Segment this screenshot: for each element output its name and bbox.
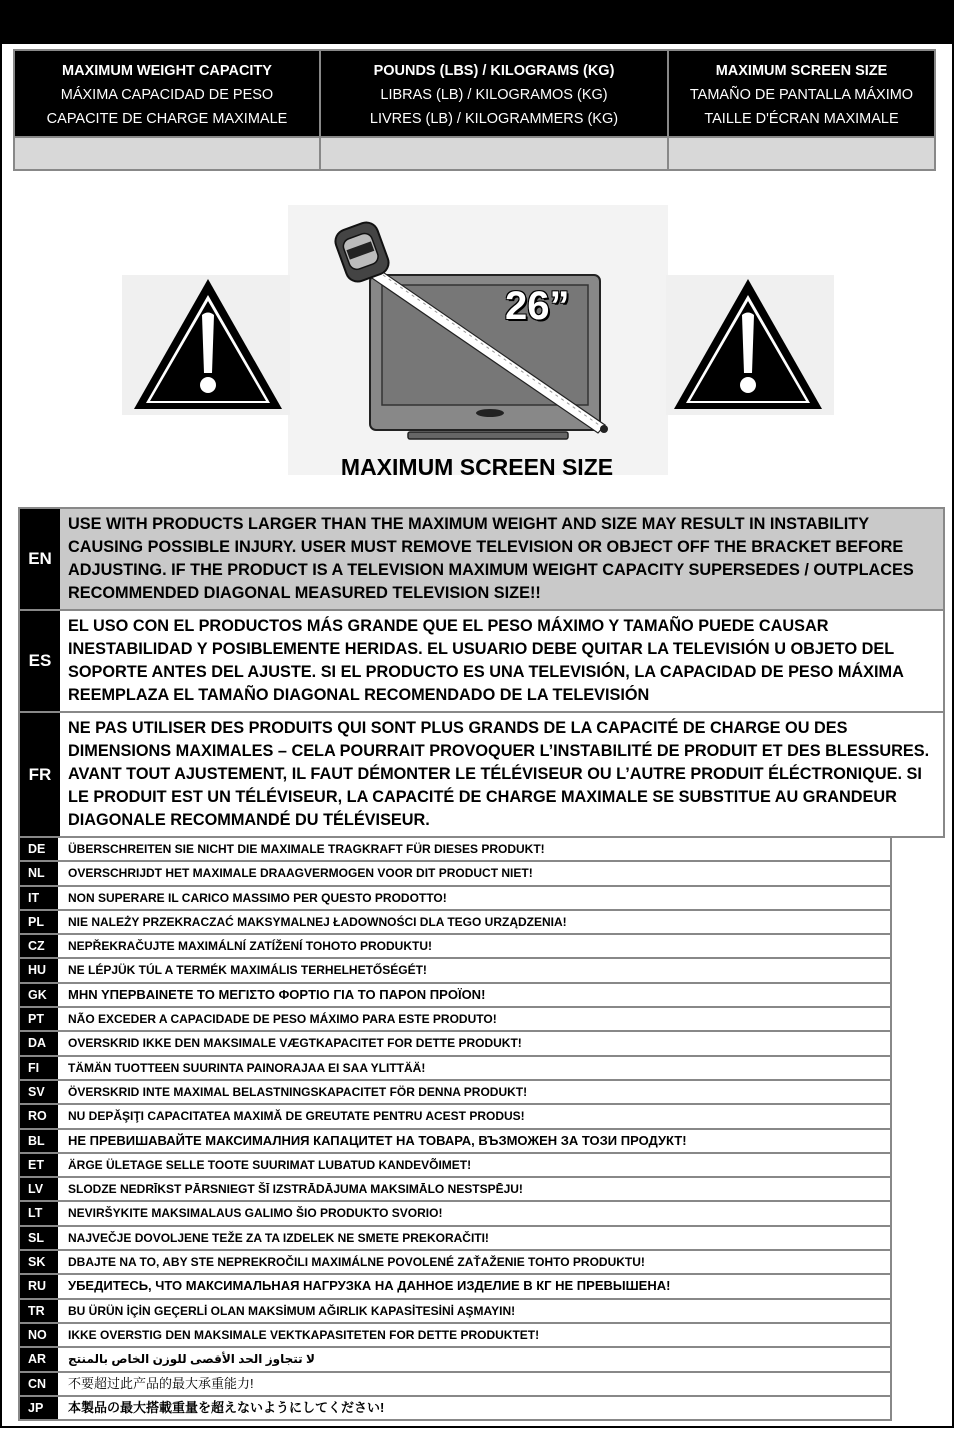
warning-text: NE LÉPJÜK TÚL A TERMÉK MAXIMÁLIS TERHELHETŐSÉGÉT! <box>68 963 427 978</box>
language-code: PT <box>20 1008 58 1030</box>
language-code: IT <box>20 887 58 909</box>
table-row <box>20 911 890 935</box>
table-row <box>20 1032 890 1056</box>
table-row <box>20 862 890 886</box>
warning-text: 不要超过此产品的最大承重能力! <box>68 1375 254 1391</box>
warning-text: BU ÜRÜN İÇİN GEÇERLİ OLAN MAKSİMUM AĞIRLIK KAPASİTESİNİ AŞMAYIN! <box>68 1303 516 1318</box>
warning-text: ÄRGE ÜLETAGE SELLE TOOTE SUURIMAT LUBATUD KANDEVÕIMET! <box>68 1157 472 1172</box>
language-code: SK <box>20 1251 58 1273</box>
warning-text: NEVIRŠYKITE MAKSIMALAUS GALIMO ŠIO PRODUKTO SVORIO! <box>68 1206 443 1221</box>
table-row <box>20 959 890 983</box>
table-row <box>20 1373 890 1397</box>
language-code: CZ <box>20 935 58 957</box>
warning-text: NAJVEČJE DOVOLJENE TEŽE ZA TA IZDELEK NE SMETE PREKORAČITI! <box>68 1230 489 1245</box>
table-row <box>20 1251 890 1275</box>
spec-title: MAXIMUM SCREEN SIZE <box>715 63 888 79</box>
language-code: ET <box>20 1154 58 1176</box>
language-code: JP <box>20 1397 58 1419</box>
spec-table <box>13 49 936 171</box>
language-code: BL <box>20 1130 58 1152</box>
table-row <box>20 1300 890 1324</box>
language-code: PL <box>20 911 58 933</box>
spec-header-units <box>321 51 667 136</box>
table-row <box>20 1275 890 1299</box>
spec-title: MAXIMUM WEIGHT CAPACITY <box>62 63 272 79</box>
warning-text: 本製品の最大搭載重量を超えないようにしてください! <box>68 1399 385 1415</box>
table-row <box>20 1397 890 1421</box>
warning-text: لا تتجاوز الحد الأقصى للوزن الخاص بالمنتج <box>68 1352 315 1367</box>
spec-value-units <box>321 136 667 169</box>
warning-text: ÜBERSCHREITEN SIE NICHT DIE MAXIMALE TRAGKRAFT FÜR DIESES PRODUKT! <box>68 842 545 856</box>
table-row <box>20 1008 890 1032</box>
warning-row-es <box>20 609 943 711</box>
screen-size-label: 26” <box>505 284 570 328</box>
warning-text: ΜΗΝ ΥΠΕΡΒΑΙΝΕΤΕ ΤΟ ΜΕΓΙΣΤΟ ΦΟΡΤΙΟ ΓΙΑ ΤΟ ΠΑΡΟΝ ΠΡΟΪΟΝ! <box>68 986 486 1002</box>
warning-triangle-icon <box>122 275 290 415</box>
warning-text: OVERSKRID IKKE DEN MAKSIMALE VÆGTKAPACITET FOR DETTE PRODUKT! <box>68 1036 522 1051</box>
table-row <box>20 1081 890 1105</box>
table-row <box>20 1202 890 1226</box>
language-code: HU <box>20 959 58 981</box>
warning-text: TÄMÄN TUOTTEEN SUURINTA PAINORAJAA EI SAA YLITTÄÄ! <box>68 1060 426 1075</box>
warning-triangle-icon <box>666 275 834 415</box>
warning-text: УБЕДИТЕСЬ, ЧТО МАКСИМАЛЬНАЯ НАГРУЗКА НА ДАННОЕ ИЗДЕЛИЕ В КГ НЕ ПРЕВЫШЕНА! <box>68 1278 671 1294</box>
warning-text: EL USO CON EL PRODUCTOS MÁS GRANDE QUE EL PESO MÁXIMO Y TAMAÑO PUEDE CAUSAR INESTABILIDAD Y POSIBLEMENTE HERIDAS. EL USUARIO DEBE QUITAR LA TELEVISIÓN U OBJETO DEL SOPORTE ANTES DEL AJUSTE. SI EL PRODUCTO ES UNA TELEVISIÓN, LA CAPACIDAD DE PESO MÁXIMA REEMPLAZA EL TAMAÑO DIAGONAL RECOMENDADO DE LA TELEVISIÓN <box>68 617 904 704</box>
language-code: RO <box>20 1105 58 1127</box>
table-row <box>20 1227 890 1251</box>
warning-text: NE PAS UTILISER DES PRODUITS QUI SONT PLUS GRANDS DE LA CAPACITÉ DE CHARGE OU DES DIMENSIONS MAXIMALES – CELA POURRAIT PROVOQUER L’INSTABILITÉ DE PRODUIT ET DES BLESSURES. AVANT TOUT AJUSTEMENT, IL FAUT DÉMONTER LE TÉLÉVISEUR OU L’AUTRE PRODUIT ÉLÉCTRONIQUE. SI LE PRODUIT EST UN TÉLÉVISEUR, LA CAPACITÉ DE CHARGE MAXIMALE SE SUBSTITUE AU GRANDEUR DIAGONALE RECOMMANDÉ DU TÉLÉVISEUR. <box>68 719 930 829</box>
table-row <box>20 1154 890 1178</box>
spec-subtitle-es: TAMAÑO DE PANTALLA MÁXIMO <box>689 87 914 103</box>
tv-icon <box>330 215 620 450</box>
language-code: LV <box>20 1178 58 1200</box>
warning-row-en <box>20 509 943 609</box>
divider <box>667 51 669 169</box>
language-code: FR <box>20 713 60 836</box>
spec-subtitle-es: MÁXIMA CAPACIDAD DE PESO <box>60 87 274 103</box>
warning-text: NU DEPĂŞIŢI CAPACITATEA MAXIMĂ DE GREUTATE PENTRU ACEST PRODUS! <box>68 1109 525 1124</box>
language-code: DE <box>20 838 58 860</box>
table-row <box>20 1057 890 1081</box>
short-warnings-table <box>18 836 892 1421</box>
table-row <box>20 984 890 1008</box>
language-code: AR <box>20 1348 58 1370</box>
table-row <box>20 1324 890 1348</box>
language-code: LT <box>20 1202 58 1224</box>
warning-text: IKKE OVERSTIG DEN MAKSIMALE VEKTKAPASITETEN FOR DETTE PRODUKTET! <box>68 1327 540 1342</box>
language-code: EN <box>20 509 60 609</box>
spec-value-weight <box>15 136 319 169</box>
language-code: FI <box>20 1057 58 1079</box>
spec-value-screen <box>669 136 934 169</box>
table-row <box>20 838 890 862</box>
warning-text: НЕ ПРЕВИШАВАЙТЕ МАКСИМАЛНИЯ КАПАЦИТЕТ НА ТОВАРА, ВЪЗМОЖЕН ЗА ТОЗИ ПРОДУКТ! <box>68 1132 687 1148</box>
language-code: DA <box>20 1032 58 1054</box>
spec-subtitle-fr: TAILLE D'ÉCRAN MAXIMALE <box>704 111 899 127</box>
spec-header-screen <box>669 51 934 136</box>
warning-text: NÃO EXCEDER A CAPACIDADE DE PESO MÁXIMO PARA ESTE PRODUTO! <box>68 1012 497 1027</box>
warning-text: NIE NALEŻY PRZEKRACZAĆ MAKSYMALNEJ ŁADOWNOŚCI DLA TEGO URZĄDZENIA! <box>68 914 567 929</box>
language-code: SL <box>20 1227 58 1249</box>
language-code: RU <box>20 1275 58 1297</box>
warning-text: DBAJTE NA TO, ABY STE NEPREKROČILI MAXIMÁLNE POVOLENÉ ZAŤAŽENIE TOHTO PRODUKTU! <box>68 1255 645 1270</box>
table-row <box>20 935 890 959</box>
spec-subtitle-fr: LIVRES (LB) / KILOGRAMMERS (KG) <box>369 111 619 127</box>
language-code: ES <box>20 611 60 711</box>
table-row <box>20 1178 890 1202</box>
language-code: SV <box>20 1081 58 1103</box>
language-code: CN <box>20 1373 58 1395</box>
illustration-caption: MAXIMUM SCREEN SIZE <box>340 454 614 480</box>
spec-subtitle-fr: CAPACITE DE CHARGE MAXIMALE <box>46 111 288 127</box>
warning-text: SLODZE NEDRĪKST PĀRSNIEGT ŠĪ IZSTRĀDĀJUMA MAKSIMĀLO NESTSPĒJU! <box>68 1182 523 1197</box>
warning-row-fr <box>20 711 943 836</box>
table-row <box>20 887 890 911</box>
language-code: GK <box>20 984 58 1006</box>
table-row <box>20 1105 890 1129</box>
warning-text: USE WITH PRODUCTS LARGER THAN THE MAXIMUM WEIGHT AND SIZE MAY RESULT IN INSTABILITY CAUSING POSSIBLE INJURY. USER MUST REMOVE TELEVISION OR OBJECT OFF THE BRACKET BEFORE ADJUSTING. IF THE PRODUCT IS A TELEVISION MAXIMUM WEIGHT CAPACITY SUPERSEDES / OUTPLACES RECOMMENDED DIAGONAL MEASURED TELEVISION SIZE!! <box>60 509 943 609</box>
language-code: TR <box>20 1300 58 1322</box>
warning-text: ÖVERSKRID INTE MAXIMAL BELASTNINGSKAPACITET FÖR DENNA PRODUKT! <box>68 1084 528 1099</box>
table-row <box>20 1130 890 1154</box>
warning-text: OVERSCHRIJDT HET MAXIMALE DRAAGVERMOGEN VOOR DIT PRODUCT NIET! <box>68 866 533 881</box>
main-warnings-table <box>18 507 945 838</box>
divider <box>319 51 321 169</box>
table-row <box>20 1348 890 1372</box>
language-code: NL <box>20 862 58 884</box>
spec-header-weight <box>15 51 319 136</box>
language-code: NO <box>20 1324 58 1346</box>
spec-subtitle-es: LIBRAS (LB) / KILOGRAMOS (KG) <box>380 87 608 103</box>
spec-title: POUNDS (LBS) / KILOGRAMS (KG) <box>373 63 615 79</box>
warning-text: NEPŘEKRAČUJTE MAXIMÁLNÍ ZATÍŽENÍ TOHOTO PRODUKTU! <box>68 939 433 954</box>
warning-text: NON SUPERARE IL CARICO MASSIMO PER QUESTO PRODOTTO! <box>68 890 447 905</box>
